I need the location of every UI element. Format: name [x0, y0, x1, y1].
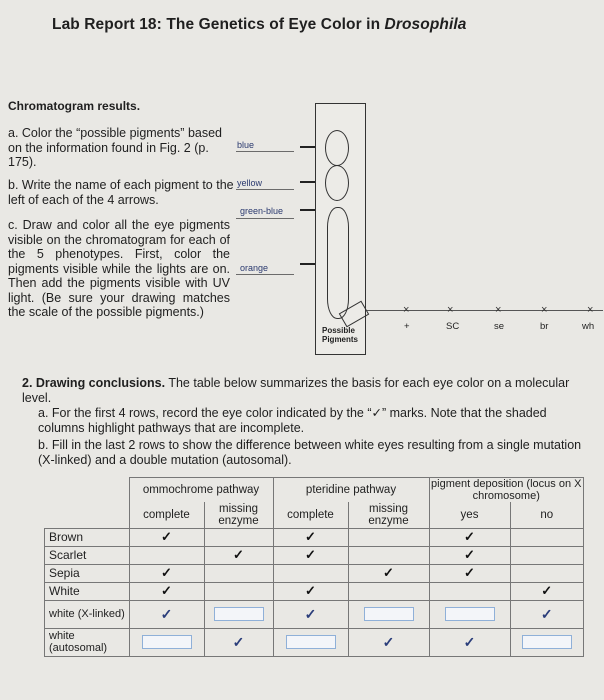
header-ommochrome: ommochrome pathway — [129, 478, 273, 503]
table-cell[interactable] — [348, 628, 429, 656]
sub-complete-1: complete — [129, 502, 204, 528]
row-label: Sepia — [45, 564, 130, 582]
instruction-a: a. Color the “possible pigments” based on the information found in Fig. 2 (p. 175). — [8, 126, 223, 169]
lane-origin-1: × — [403, 304, 410, 316]
table-cell — [348, 564, 429, 582]
answer-line-3 — [236, 218, 294, 219]
header-pteridine: pteridine pathway — [273, 478, 429, 503]
answer-green-blue: green-blue — [240, 206, 284, 216]
pigment-spot-blue — [325, 130, 349, 166]
answer-line-1 — [236, 151, 294, 152]
table-cell — [204, 582, 273, 600]
table-cell — [273, 546, 348, 564]
table-cell — [129, 528, 204, 546]
table-cell — [510, 564, 584, 582]
table-row — [45, 628, 584, 656]
table-row — [45, 528, 584, 546]
conclusions-a: a. For the first 4 rows, record the eye color indicated by the “✓” marks. Note that the shaded columns highlight pathways that are incomplete. — [38, 406, 547, 435]
table-cell — [273, 528, 348, 546]
eye-color-table — [44, 477, 584, 657]
check-mark: ✓ — [161, 565, 172, 580]
check-mark: ✓ — [233, 547, 244, 562]
table-cell — [510, 582, 584, 600]
table-cell — [510, 528, 584, 546]
table-cell — [348, 546, 429, 564]
table-cell[interactable] — [204, 628, 273, 656]
answer-box[interactable]: ✓ — [232, 633, 245, 650]
table-cell[interactable] — [129, 628, 204, 656]
row-label: white (autosomal) — [45, 628, 130, 656]
table-cell[interactable] — [510, 628, 584, 656]
check-mark: ✓ — [305, 547, 316, 562]
table-cell — [129, 582, 204, 600]
table-cell — [204, 528, 273, 546]
answer-box[interactable] — [364, 607, 414, 621]
sub-yes: yes — [429, 502, 510, 528]
lane-origin-2: × — [447, 304, 454, 316]
table-cell — [204, 564, 273, 582]
table-cell[interactable] — [129, 600, 204, 628]
answer-box[interactable] — [214, 607, 264, 621]
sub-no: no — [510, 502, 584, 528]
check-mark: ✓ — [464, 547, 475, 562]
row-label: Brown — [45, 528, 130, 546]
page-title: Lab Report 18: The Genetics of Eye Color in Drosophila — [52, 16, 467, 33]
answer-box[interactable]: ✓ — [382, 633, 395, 650]
pigment-spot-green-blue — [327, 207, 349, 319]
table-cell[interactable] — [429, 600, 510, 628]
table-cell[interactable] — [204, 600, 273, 628]
row-label: Scarlet — [45, 546, 130, 564]
answer-box[interactable]: ✓ — [463, 633, 476, 650]
answer-blue: blue — [237, 140, 255, 150]
table-row — [45, 564, 584, 582]
table-cell — [273, 564, 348, 582]
lane-origin-5: × — [587, 304, 594, 316]
lane-label-sc: SC — [446, 321, 460, 332]
check-mark: ✓ — [464, 565, 475, 580]
table-cell — [429, 546, 510, 564]
table-cell[interactable] — [348, 600, 429, 628]
conclusions-intro: 2. Drawing conclusions. The table below summarizes the basis for each eye color on a molecular level. — [22, 376, 570, 405]
table-cell — [204, 546, 273, 564]
lane-origin-3: × — [495, 304, 502, 316]
check-mark: ✓ — [161, 583, 172, 598]
table-cell — [510, 546, 584, 564]
pigment-spot-yellow — [325, 165, 349, 201]
header-pigment-deposition: pigment deposition (locus on X chromosome) — [429, 478, 584, 503]
lane-label-br: br — [540, 321, 549, 332]
lane-label-wild: + — [404, 321, 410, 332]
check-mark: ✓ — [305, 529, 316, 544]
conclusions-b: b. Fill in the last 2 rows to show the difference between white eyes resulting from a single mutation (X-linked) and a double mutation (autosomal). — [38, 438, 582, 467]
check-mark: ✓ — [383, 565, 394, 580]
check-mark: ✓ — [541, 583, 553, 598]
table-cell — [348, 528, 429, 546]
sub-missing-1: missing enzyme — [204, 502, 273, 528]
answer-box[interactable] — [445, 607, 495, 621]
table-cell — [348, 582, 429, 600]
table-row — [45, 600, 584, 628]
table-cell[interactable] — [510, 600, 584, 628]
table-row — [45, 546, 584, 564]
row-label: White — [45, 582, 130, 600]
check-mark: ✓ — [464, 529, 475, 544]
lane-label-wh: wh — [582, 321, 595, 332]
answer-box[interactable] — [522, 635, 572, 649]
row-label: white (X-linked) — [45, 600, 130, 628]
table-cell — [429, 564, 510, 582]
answer-box[interactable] — [142, 635, 192, 649]
lane-origin-4: × — [541, 304, 548, 316]
instruction-b: b. Write the name of each pigment to the left of each of the 4 arrows. — [8, 178, 234, 207]
table-cell[interactable] — [429, 628, 510, 656]
table-cell — [273, 582, 348, 600]
check-mark: ✓ — [305, 583, 316, 598]
possible-pigments-label: Possible Pigments — [322, 326, 359, 344]
sub-missing-2: missing enzyme — [348, 502, 429, 528]
lane-label-se: se — [494, 321, 505, 332]
instruction-c: c. Draw and color all the eye pigments visible on the chromatogram for each of the 5 phenotypes. First, color the pigments visible while the lights are on. Then add the pigments visible with UV light. (Be sure your drawing matches the scale of the possible pigments.) — [8, 218, 230, 319]
answer-line-4 — [236, 274, 294, 275]
chromatogram-heading: Chromatogram results. — [8, 99, 141, 113]
answer-box[interactable] — [286, 635, 336, 649]
table-cell[interactable] — [273, 628, 348, 656]
table-cell — [129, 546, 204, 564]
check-mark: ✓ — [161, 529, 172, 544]
table-cell — [129, 564, 204, 582]
table-row — [45, 582, 584, 600]
answer-line-2 — [236, 189, 294, 190]
answer-yellow: yellow — [237, 178, 263, 188]
answer-box[interactable]: ✓ — [160, 605, 173, 622]
sub-complete-2: complete — [273, 502, 348, 528]
table-cell[interactable] — [273, 600, 348, 628]
answer-orange: orange — [240, 263, 269, 273]
answer-box[interactable]: ✓ — [304, 605, 317, 622]
answer-box[interactable]: ✓ — [540, 605, 553, 622]
table-cell — [429, 582, 510, 600]
table-cell — [429, 528, 510, 546]
